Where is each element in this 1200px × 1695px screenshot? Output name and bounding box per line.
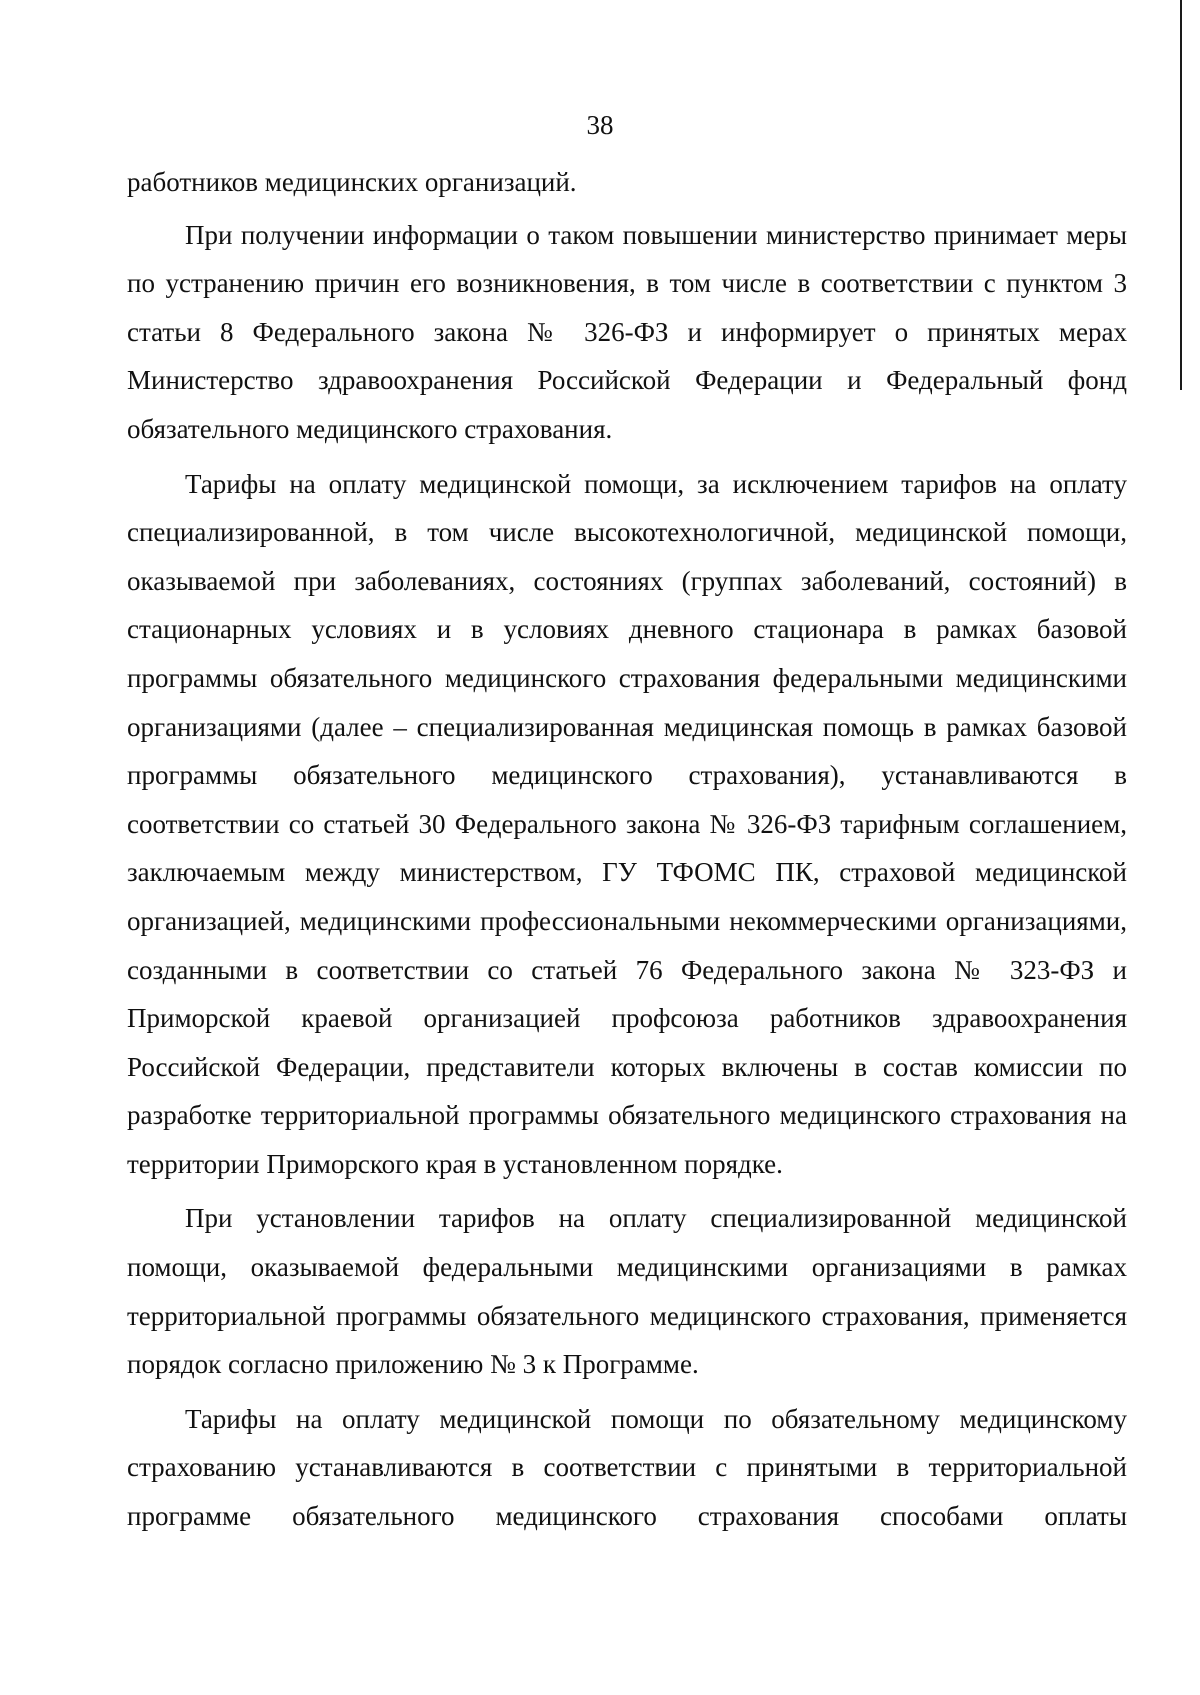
paragraph-tariffs-agreement: Тарифы на оплату медицинской помощи, за исключением тарифов на оплату специализированной, в том числе высокотехнологичной, медицинской помощи, оказываемой при заболеваниях, состояниях (группах заболеваний, состояний) в стационарных условиях и в условиях дневного стационара в рамках базовой программы обязательного медицинского страхования федеральными медицинскими организациями (далее – специализированная медицинская помощь в рамках базовой программы обязательного медицинского страхования), устанавливаются в соответствии со статьей 30 Федерального закона № 326-ФЗ тарифным соглашением, заключаемым между министерством, ГУ ТФОМС ПК, страховой медицинской организацией, медицинскими профессиональными некоммерческими организациями, созданными в соответствии со статьей 76 Федерального закона № 323-ФЗ и Приморской краевой организацией профсоюза работников здравоохранения Российской Федерации, представители которых включены в состав комиссии по разработке территориальной программы обязательного медицинского страхования на территории Приморского края в установленном порядке.: [127, 468, 1127, 1179]
paragraph-continuation: работников медицинских организаций.: [127, 167, 577, 197]
scan-edge-line: [1180, 0, 1182, 390]
paragraph-ministry-measures: При получении информации о таком повышении министерство принимает меры по устранению причин его возникновения, в том числе в соответствии с пунктом 3 статьи 8 Федерального закона № 326-ФЗ и информирует о принятых мерах Министерство здравоохранения Российской Федерации и Федеральный фонд обязательного медицинского страхования.: [127, 219, 1127, 444]
document-body: [127, 158, 1127, 1547]
paragraph-tariffs-payment-methods: Тарифы на оплату медицинской помощи по обязательному медицинскому страхованию устанавливаются в соответствии с принятыми в территориальной программе обязательного медицинского страхования способами оплаты: [127, 1403, 1127, 1532]
paragraph-federal-organizations: При установлении тарифов на оплату специализированной медицинской помощи, оказываемой федеральными медицинскими организациями в рамках территориальной программы обязательного медицинского страхования, применяется порядок согласно приложению № 3 к Программе.: [127, 1203, 1127, 1380]
page-number: 38: [586, 110, 614, 140]
